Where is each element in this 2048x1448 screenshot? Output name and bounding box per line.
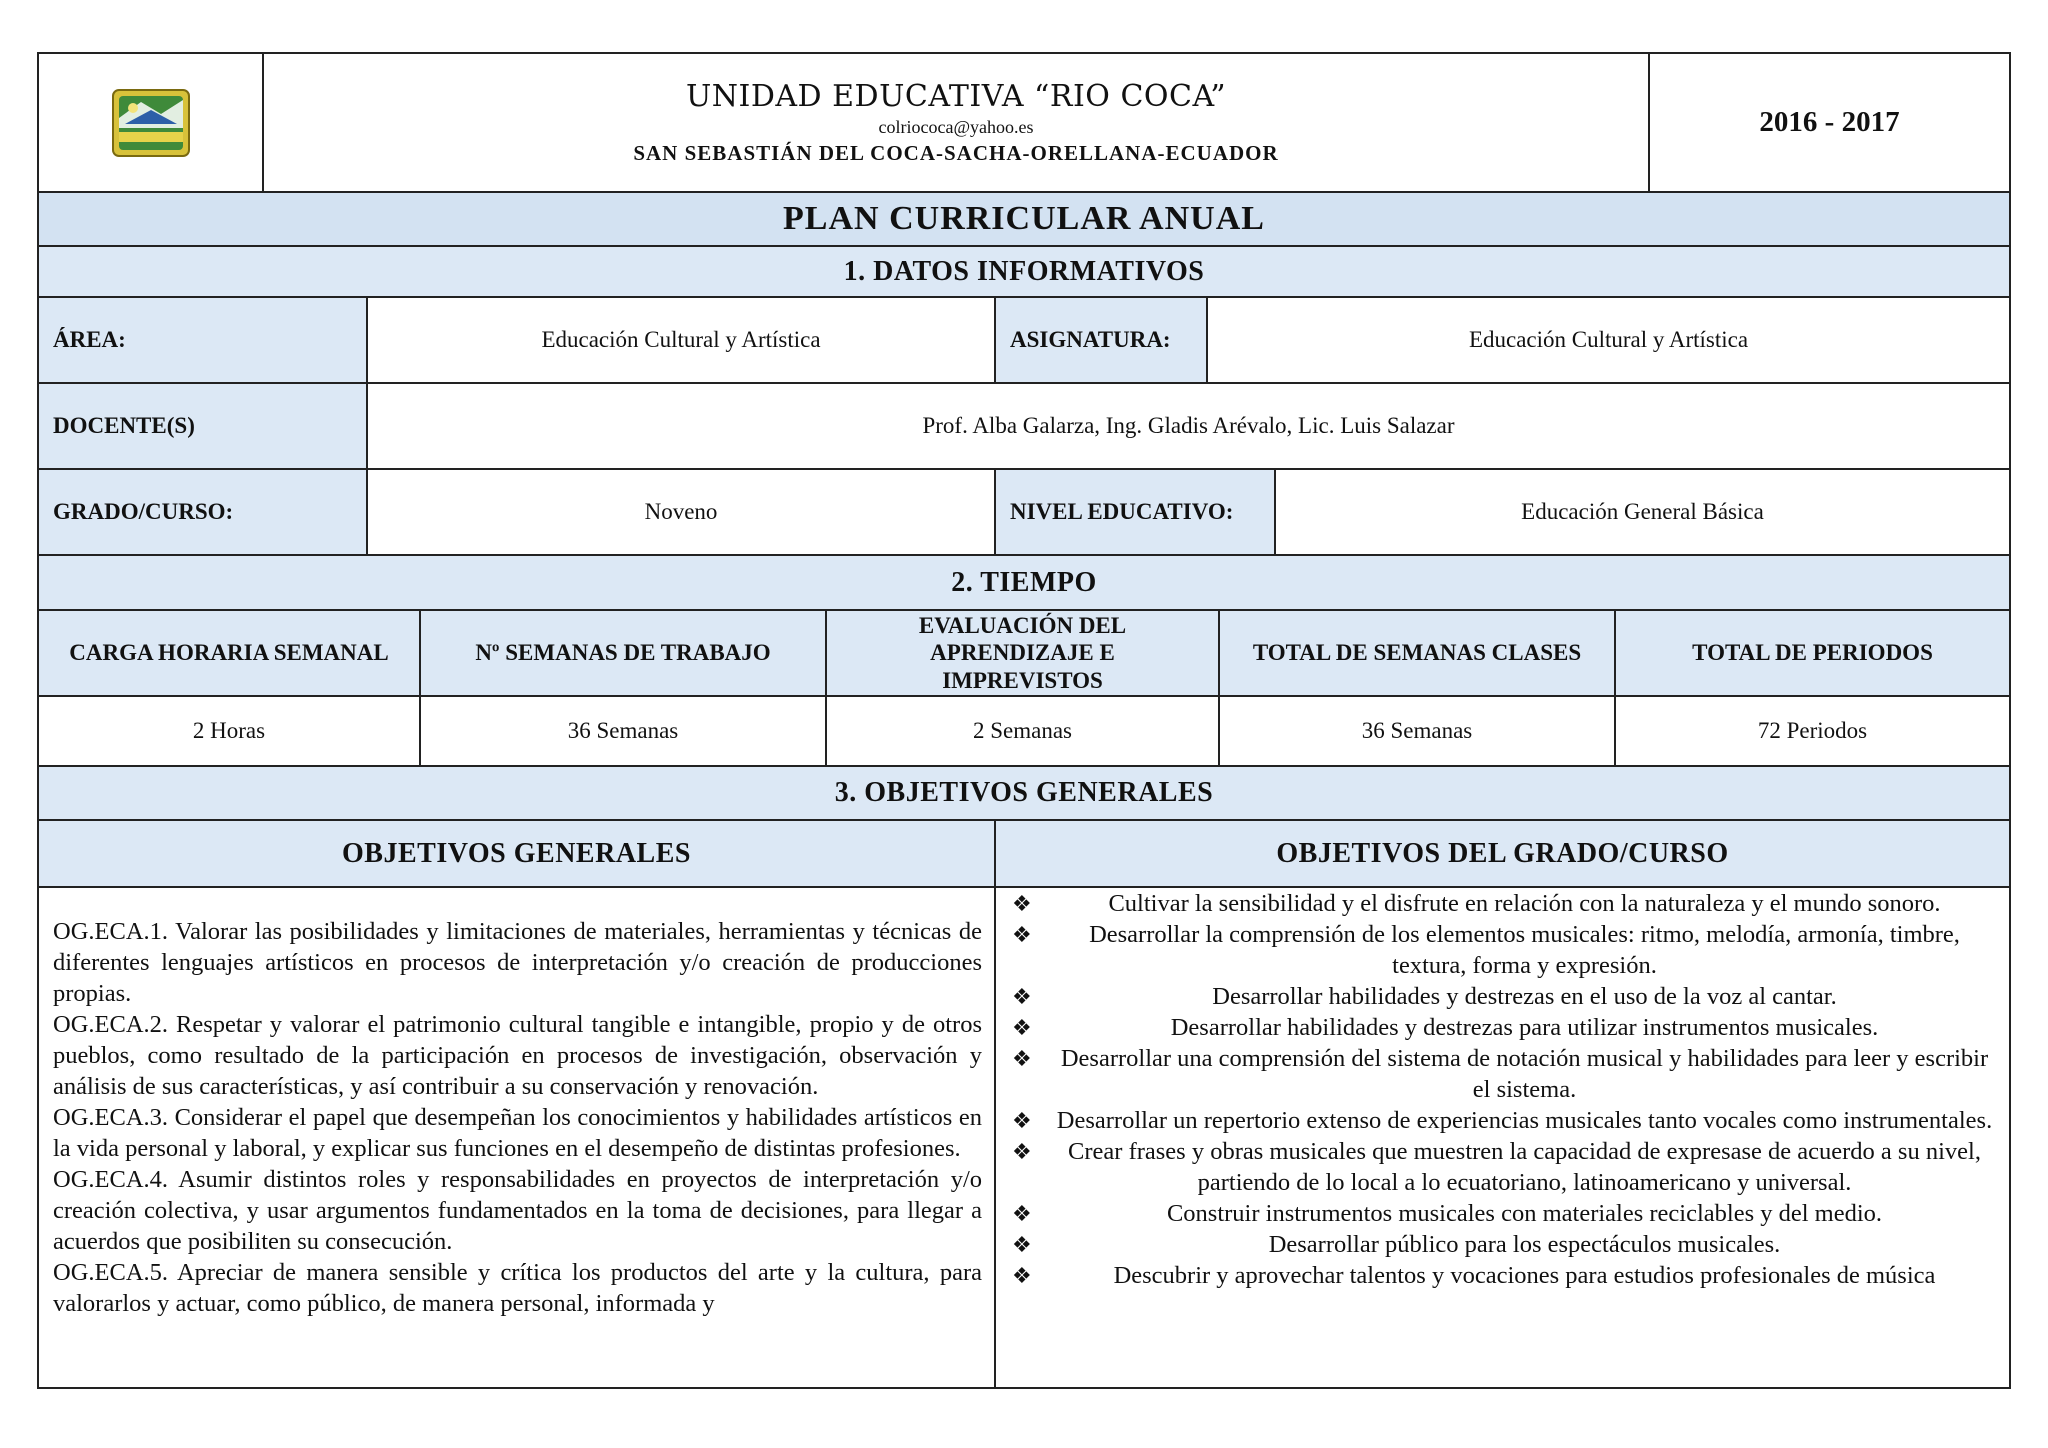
grado-value: Noveno bbox=[368, 470, 996, 554]
tiempo-value: 2 Semanas bbox=[827, 697, 1220, 765]
grade-objective-text: Desarrollar una comprensión del sistema de notación musical y habilidades para leer y escribir el sistema. bbox=[1060, 1045, 1989, 1103]
grado-row bbox=[37, 470, 2011, 556]
nivel-label: NIVEL EDUCATIVO: bbox=[996, 470, 1276, 554]
grade-objectives-list bbox=[996, 888, 2009, 1387]
tiempo-value: 36 Semanas bbox=[421, 697, 827, 765]
grade-objective-item bbox=[1010, 1229, 1997, 1260]
general-objective-item: OG.ECA.3. Considerar el papel que desempeñan los conocimientos y habilidades artísticos en la vida personal y laboral, y explicar sus funciones en el desempeño de distintas profesiones. bbox=[53, 1104, 982, 1162]
tiempo-value: 2 Horas bbox=[39, 697, 421, 765]
school-year: 2016 - 2017 bbox=[1759, 106, 1900, 138]
diamond-bullet-icon: ❖ bbox=[1012, 1263, 1032, 1288]
grade-objective-text: Desarrollar la comprensión de los elementos musicales: ritmo, melodía, armonía, timbre, textura, forma y expresión. bbox=[1089, 921, 1960, 979]
section-1-header bbox=[37, 247, 2011, 298]
school-name: UNIDAD EDUCATIVA “RIO COCA” bbox=[685, 79, 1227, 115]
grade-objectives-header: OBJETIVOS DEL GRADO/CURSO bbox=[1276, 837, 1729, 869]
area-row bbox=[37, 298, 2011, 384]
grade-objective-text: Construir instrumentos musicales con materiales reciclables y del medio. bbox=[1166, 1200, 1883, 1227]
area-label: ÁREA: bbox=[39, 298, 368, 382]
objetivos-headers-row bbox=[37, 821, 2011, 888]
tiempo-header: Nº SEMANAS DE TRABAJO bbox=[421, 611, 827, 695]
section-2-title: 2. TIEMPO bbox=[951, 566, 1097, 598]
grade-objective-text: Desarrollar público para los espectáculos musicales. bbox=[1268, 1231, 1781, 1258]
tiempo-header: TOTAL DE SEMANAS CLASES bbox=[1220, 611, 1616, 695]
school-email: colriococa@yahoo.es bbox=[878, 116, 1034, 137]
tiempo-value: 72 Periodos bbox=[1757, 718, 1868, 743]
school-crest-icon bbox=[111, 88, 191, 158]
school-location: SAN SEBASTIÁN DEL COCA-SACHA-ORELLANA-ECUADOR bbox=[633, 141, 1279, 166]
general-objective-item: OG.ECA.2. Respetar y valorar el patrimonio cultural tangible e intangible, propio y de otros pueblos, como resultado de la participación en procesos de investigación, observación y análisis de sus características, y así contribuir a su conservación y renovación. bbox=[53, 1011, 982, 1100]
grade-objective-item bbox=[1010, 1136, 1997, 1198]
diamond-bullet-icon: ❖ bbox=[1012, 1139, 1032, 1164]
grade-objective-item bbox=[1010, 981, 1997, 1012]
area-value: Educación Cultural y Artística bbox=[368, 298, 996, 382]
nivel-value: Educación General Básica bbox=[1521, 499, 1764, 524]
grade-objective-item bbox=[1010, 1198, 1997, 1229]
diamond-bullet-icon: ❖ bbox=[1012, 1015, 1032, 1040]
grade-objective-item bbox=[1010, 1105, 1997, 1136]
diamond-bullet-icon: ❖ bbox=[1012, 1108, 1032, 1133]
tiempo-header: TOTAL DE PERIODOS bbox=[1692, 640, 1933, 665]
section-2-header bbox=[37, 556, 2011, 611]
grade-objective-text: Desarrollar habilidades y destrezas para utilizar instrumentos musicales. bbox=[1170, 1014, 1879, 1041]
docentes-row bbox=[37, 384, 2011, 470]
docentes-value: Prof. Alba Galarza, Ing. Gladis Arévalo, Lic. Luis Salazar bbox=[922, 413, 1455, 438]
grade-objective-text: Desarrollar habilidades y destrezas en el uso de la voz al cantar. bbox=[1212, 983, 1837, 1010]
diamond-bullet-icon: ❖ bbox=[1012, 1201, 1032, 1226]
grado-label: GRADO/CURSO: bbox=[39, 470, 368, 554]
asignatura-label: ASIGNATURA: bbox=[996, 298, 1208, 382]
grade-objective-item bbox=[1010, 1043, 1997, 1105]
tiempo-values-row bbox=[37, 697, 2011, 767]
general-objective-item: OG.ECA.5. Apreciar de manera sensible y crítica los productos del arte y la cultura, para valorarlos y actuar, como público, de manera personal, informada y bbox=[53, 1259, 982, 1317]
docentes-label: DOCENTE(S) bbox=[39, 384, 368, 468]
diamond-bullet-icon: ❖ bbox=[1012, 891, 1032, 916]
document-header bbox=[37, 52, 2011, 193]
diamond-bullet-icon: ❖ bbox=[1012, 984, 1032, 1009]
general-objectives-header: OBJETIVOS GENERALES bbox=[39, 821, 996, 886]
general-objective-item: OG.ECA.1. Valorar las posibilidades y limitaciones de materiales, herramientas y técnicas de diferentes lenguajes artísticos en procesos de interpretación y/o creación de producciones propias. bbox=[53, 918, 982, 1007]
asignatura-value: Educación Cultural y Artística bbox=[1468, 327, 1749, 352]
grade-objective-item bbox=[1010, 1012, 1997, 1043]
grade-objective-text: Cultivar la sensibilidad y el disfrute en relación con la naturaleza y el mundo sonoro. bbox=[1108, 890, 1941, 917]
grade-objective-item bbox=[1010, 919, 1997, 981]
plan-title-row bbox=[37, 193, 2011, 247]
grade-objective-text: Crear frases y obras musicales que muestren la capacidad de expresase de acuerdo a su nivel, partiendo de lo local a lo ecuatoriano, latinoamericano y universal. bbox=[1068, 1138, 1981, 1196]
general-objectives-list bbox=[39, 888, 996, 1387]
tiempo-value: 36 Semanas bbox=[1220, 697, 1616, 765]
diamond-bullet-icon: ❖ bbox=[1012, 1232, 1032, 1257]
section-1-title: 1. DATOS INFORMATIVOS bbox=[843, 255, 1205, 287]
curricular-plan-document bbox=[37, 52, 2011, 1389]
grade-objective-text: Desarrollar un repertorio extenso de experiencias musicales tanto vocales como instrumentales. bbox=[1056, 1107, 1993, 1134]
objetivos-body-row bbox=[37, 888, 2011, 1389]
logo-cell bbox=[39, 54, 264, 191]
tiempo-headers-row bbox=[37, 611, 2011, 697]
general-objective-item: OG.ECA.4. Asumir distintos roles y responsabilidades en proyectos de interpretación y/o creación colectiva, y usar argumentos fundamentados en la toma de decisiones, para llegar a acuerdos que posibiliten su consecución. bbox=[53, 1166, 982, 1255]
school-info bbox=[264, 54, 1650, 191]
diamond-bullet-icon: ❖ bbox=[1012, 1046, 1032, 1071]
grade-objective-text: Descubrir y aprovechar talentos y vocaciones para estudios profesionales de música bbox=[1113, 1262, 1936, 1289]
grade-objective-item bbox=[1010, 888, 1997, 919]
diamond-bullet-icon: ❖ bbox=[1012, 922, 1032, 947]
tiempo-header: CARGA HORARIA SEMANAL bbox=[39, 611, 421, 695]
grade-objective-item bbox=[1010, 1260, 1997, 1291]
section-3-title: 3. OBJETIVOS GENERALES bbox=[834, 777, 1214, 808]
plan-title: PLAN CURRICULAR ANUAL bbox=[783, 200, 1265, 237]
tiempo-header: EVALUACIÓN DEL APRENDIZAJE E IMPREVISTOS bbox=[827, 611, 1220, 695]
section-3-header bbox=[37, 767, 2011, 821]
